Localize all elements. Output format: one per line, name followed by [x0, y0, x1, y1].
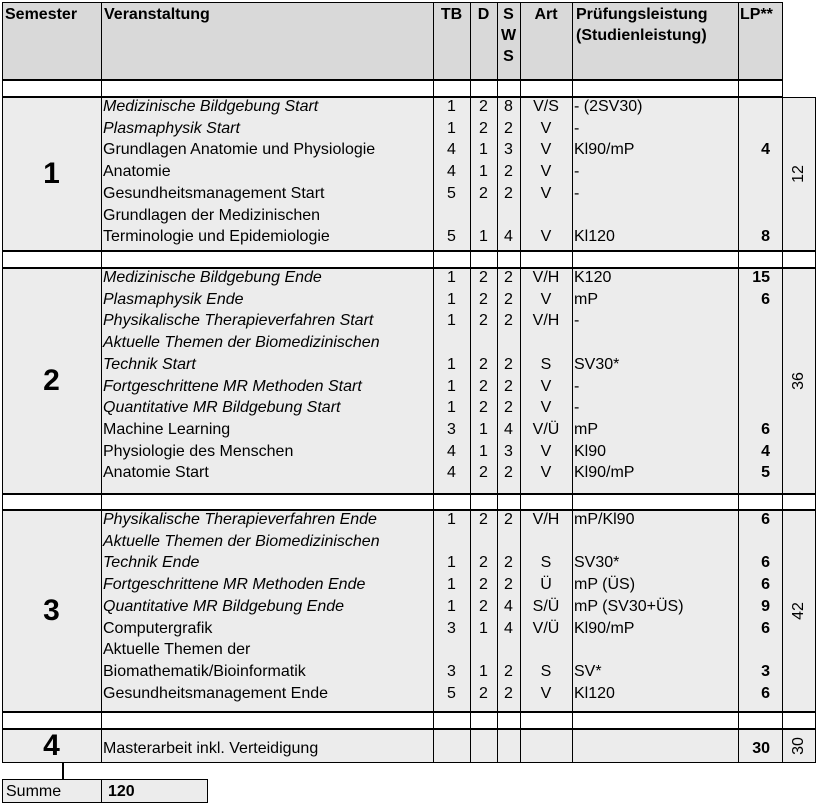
- course-pruefung: mP (SV30+ÜS): [574, 597, 684, 615]
- course-sws: 2: [504, 163, 513, 181]
- header-pruefung-sub: (Studienleistung): [576, 27, 707, 44]
- course-tb: 1: [447, 511, 456, 528]
- spacer-cell: [738, 251, 783, 268]
- spacer-cell: [470, 80, 498, 97]
- course-name: Physikalische Therapieverfahren Start: [103, 312, 374, 330]
- header-sws-letter: S: [503, 6, 514, 23]
- course-tb: 1: [447, 269, 456, 286]
- course-tb: 1: [447, 576, 456, 594]
- course-sws: 3: [504, 442, 513, 460]
- header-semester: Semester: [5, 6, 78, 23]
- course-art: S: [540, 554, 552, 572]
- spacer-cell: [470, 251, 498, 268]
- course-tb: 1: [447, 377, 456, 395]
- course-pruefung: Kl90: [574, 442, 607, 460]
- course-name: Technik Ende: [103, 554, 200, 572]
- course-name: Terminologie und Epidemiologie: [103, 228, 330, 246]
- course-art: V/H: [532, 312, 560, 330]
- spacer-cell: [520, 251, 573, 268]
- spacer-cell: [497, 80, 521, 97]
- course-art: V: [540, 377, 552, 395]
- course-d: 1: [479, 228, 488, 246]
- course-name: Grundlagen der Medizinischen: [103, 206, 321, 224]
- course-lp: 8: [761, 228, 770, 246]
- course-art: V: [540, 442, 552, 460]
- course-pruefung: mP (ÜS): [574, 576, 636, 594]
- summary-label: Summe: [6, 783, 62, 800]
- spacer-cell: [572, 494, 739, 510]
- course-art: V/H: [532, 269, 560, 286]
- course-sws: 4: [504, 228, 513, 246]
- course-lp: 6: [761, 420, 770, 438]
- spacer-cell: [101, 712, 434, 729]
- course-tb: 3: [447, 420, 456, 438]
- course-lp: 3: [761, 662, 770, 680]
- course-art: V: [540, 184, 552, 202]
- header-veranstaltung: Veranstaltung: [104, 6, 210, 23]
- course-art: V/S: [533, 98, 559, 115]
- course-sws: 2: [504, 377, 513, 395]
- course-name: Plasmaphysik Ende: [103, 290, 244, 308]
- course-sws: 4: [504, 619, 513, 637]
- course-pruefung: -: [574, 119, 580, 137]
- course-pruefung: mP: [574, 290, 598, 308]
- course-art: V/H: [532, 511, 560, 528]
- course-lp: 30: [752, 740, 770, 757]
- spacer-cell: [738, 80, 783, 97]
- spacer-cell: [2, 494, 102, 510]
- course-pruefung: -: [574, 163, 580, 181]
- course-sws: 4: [504, 597, 513, 615]
- course-sws: 2: [504, 399, 513, 417]
- course-lp: 6: [761, 290, 770, 308]
- spacer-cell: [520, 494, 573, 510]
- course-name: Technik Start: [103, 355, 196, 373]
- course-name: Physikalische Therapieverfahren Ende: [103, 511, 377, 528]
- course-name: Gesundheitsmanagement Start: [103, 184, 325, 202]
- course-name: Biomathematik/Bioinformatik: [103, 662, 306, 680]
- course-name: Fortgeschrittene MR Methoden Start: [103, 377, 362, 395]
- course-name: Medizinische Bildgebung Ende: [103, 269, 322, 286]
- course-pruefung: SV*: [574, 662, 602, 680]
- course-tb: 1: [447, 98, 456, 115]
- course-sws: 2: [504, 662, 513, 680]
- course-sws: 4: [504, 420, 513, 438]
- spacer-cell: [520, 712, 573, 729]
- course-d: 2: [479, 269, 488, 286]
- course-tb: 1: [447, 597, 456, 615]
- spacer-cell: [101, 80, 434, 97]
- course-sws: 2: [504, 269, 513, 286]
- course-sws: 2: [504, 355, 513, 373]
- course-name: Gesundheitsmanagement Ende: [103, 684, 329, 702]
- course-pruefung: Kl120: [574, 228, 615, 246]
- spacer-cell: [470, 712, 498, 729]
- course-tb: 3: [447, 662, 456, 680]
- spacer-cell: [433, 494, 471, 510]
- course-lp: 4: [761, 141, 770, 159]
- course-art: V: [540, 290, 552, 308]
- course-pruefung: - (2SV30): [574, 98, 643, 115]
- spacer-cell: [2, 251, 102, 268]
- course-tb: 5: [447, 684, 456, 702]
- course-d: 2: [479, 464, 488, 482]
- block-column-cell: [572, 729, 739, 763]
- course-name: Masterarbeit inkl. Verteidigung: [103, 740, 319, 757]
- block-column-cell: [520, 729, 573, 763]
- course-tb: 5: [447, 228, 456, 246]
- header-d: D: [477, 6, 490, 23]
- spacer-cell: [101, 494, 434, 510]
- course-art: V/Ü: [532, 420, 560, 438]
- course-name: Anatomie: [103, 163, 171, 181]
- course-sws: 2: [504, 312, 513, 330]
- spacer-cell: [497, 251, 521, 268]
- course-sws: 2: [504, 464, 513, 482]
- course-pruefung: SV30*: [574, 554, 620, 572]
- course-d: 2: [479, 119, 488, 137]
- course-d: 2: [479, 511, 488, 528]
- course-tb: 1: [447, 399, 456, 417]
- course-pruefung: Kl90/mP: [574, 141, 635, 159]
- spacer-cell: [470, 494, 498, 510]
- course-lp: 6: [761, 511, 770, 528]
- spacer-cell: [738, 712, 783, 729]
- course-tb: 4: [447, 141, 456, 159]
- semester-number: 1: [43, 157, 60, 190]
- course-name: Quantitative MR Bildgebung Start: [103, 399, 341, 417]
- semester-total-lp: 36: [789, 372, 807, 390]
- spacer-cell: [2, 80, 102, 97]
- semester-number: 3: [43, 594, 60, 627]
- course-lp: 4: [761, 442, 770, 460]
- course-d: 2: [479, 355, 488, 373]
- semester-total-lp: 12: [789, 165, 807, 183]
- summary-value: 120: [108, 783, 135, 800]
- spacer-cell: [738, 494, 783, 510]
- course-d: 2: [479, 597, 488, 615]
- course-pruefung: mP: [574, 420, 598, 438]
- course-sws: 2: [504, 684, 513, 702]
- course-tb: 4: [447, 464, 456, 482]
- course-name: Medizinische Bildgebung Start: [103, 98, 319, 115]
- header-lp: LP**: [740, 6, 773, 23]
- course-tb: 4: [447, 163, 456, 181]
- course-pruefung: Kl90/mP: [574, 619, 635, 637]
- course-art: V: [540, 399, 552, 417]
- course-art: S/Ü: [532, 597, 560, 615]
- course-pruefung: -: [574, 184, 580, 202]
- course-pruefung: -: [574, 312, 580, 330]
- block-column-cell: [497, 729, 521, 763]
- course-d: 1: [479, 442, 488, 460]
- course-art: V: [540, 141, 552, 159]
- course-pruefung: Kl90/mP: [574, 464, 635, 482]
- spacer-cell: [433, 712, 471, 729]
- course-name: Aktuelle Themen der Biomedizinischen: [103, 532, 380, 550]
- spacer-cell: [520, 80, 573, 97]
- course-pruefung: Kl120: [574, 684, 615, 702]
- spacer-cell: [572, 712, 739, 729]
- course-sws: 2: [504, 184, 513, 202]
- course-art: Ü: [540, 576, 552, 594]
- course-d: 2: [479, 184, 488, 202]
- block-column-cell: [470, 729, 498, 763]
- course-lp: 6: [761, 576, 770, 594]
- summary-connector: [62, 763, 64, 779]
- course-tb: 1: [447, 355, 456, 373]
- semester-total-lp: 30: [789, 737, 807, 755]
- course-d: 2: [479, 684, 488, 702]
- course-name: Quantitative MR Bildgebung Ende: [103, 597, 345, 615]
- course-lp: 15: [752, 269, 770, 286]
- spacer-cell: [433, 80, 471, 97]
- spacer-cell: [782, 494, 816, 510]
- spacer-cell: [572, 251, 739, 268]
- header-sws-letter: W: [500, 27, 517, 44]
- course-d: 2: [479, 576, 488, 594]
- course-tb: 5: [447, 184, 456, 202]
- semester-number: 2: [43, 364, 60, 397]
- course-name: Machine Learning: [103, 420, 231, 438]
- course-tb: 1: [447, 119, 456, 137]
- spacer-cell: [497, 494, 521, 510]
- course-name: Grundlagen Anatomie und Physiologie: [103, 141, 376, 159]
- course-art: V: [540, 684, 552, 702]
- course-lp: 6: [761, 619, 770, 637]
- spacer-cell: [782, 251, 816, 268]
- block-column-cell: [433, 729, 471, 763]
- course-sws: 2: [504, 119, 513, 137]
- course-lp: 6: [761, 554, 770, 572]
- course-sws: 3: [504, 141, 513, 159]
- spacer-cell: [497, 712, 521, 729]
- course-art: S: [540, 355, 552, 373]
- course-lp: 5: [761, 464, 770, 482]
- course-sws: 8: [504, 98, 513, 115]
- course-name: Aktuelle Themen der Biomedizinischen: [103, 334, 380, 352]
- course-name: Anatomie Start: [103, 464, 209, 482]
- course-d: 2: [479, 98, 488, 115]
- spacer-cell: [2, 712, 102, 729]
- course-d: 1: [479, 662, 488, 680]
- course-pruefung: -: [574, 377, 580, 395]
- header-tb: TB: [440, 6, 463, 23]
- spacer-cell: [101, 251, 434, 268]
- course-sws: 2: [504, 511, 513, 528]
- spacer-cell: [433, 251, 471, 268]
- course-d: 2: [479, 399, 488, 417]
- course-pruefung: mP/Kl90: [574, 511, 635, 528]
- course-name: Plasmaphysik Start: [103, 119, 240, 137]
- course-name: Physiologie des Menschen: [103, 442, 294, 460]
- course-tb: 3: [447, 619, 456, 637]
- course-tb: 1: [447, 554, 456, 572]
- course-name: Aktuelle Themen der: [103, 641, 251, 659]
- course-d: 1: [479, 619, 488, 637]
- course-name: Fortgeschrittene MR Methoden Ende: [103, 576, 366, 594]
- header-art: Art: [534, 6, 558, 23]
- course-tb: 1: [447, 312, 456, 330]
- course-pruefung: SV30*: [574, 355, 620, 373]
- course-art: V: [540, 464, 552, 482]
- course-d: 2: [479, 377, 488, 395]
- course-pruefung: K120: [574, 269, 612, 286]
- course-name: Computergrafik: [103, 619, 213, 637]
- course-d: 1: [479, 163, 488, 181]
- course-sws: 2: [504, 290, 513, 308]
- course-d: 2: [479, 290, 488, 308]
- semester-total-lp: 42: [789, 602, 807, 620]
- course-tb: 4: [447, 442, 456, 460]
- spacer-cell: [572, 80, 739, 97]
- header-pruefung: Prüfungsleistung: [576, 6, 708, 23]
- course-sws: 2: [504, 576, 513, 594]
- course-art: V: [540, 228, 552, 246]
- course-d: 1: [479, 141, 488, 159]
- semester-number: 4: [43, 729, 60, 762]
- course-lp: 9: [761, 597, 770, 615]
- course-art: V/Ü: [532, 619, 560, 637]
- course-lp: 6: [761, 684, 770, 702]
- course-art: V: [540, 119, 552, 137]
- course-tb: 1: [447, 290, 456, 308]
- course-art: S: [540, 662, 552, 680]
- course-sws: 2: [504, 554, 513, 572]
- course-art: V: [540, 163, 552, 181]
- course-d: 2: [479, 312, 488, 330]
- course-d: 2: [479, 554, 488, 572]
- course-d: 1: [479, 420, 488, 438]
- course-pruefung: -: [574, 399, 580, 417]
- header-sws-letter: S: [503, 48, 514, 65]
